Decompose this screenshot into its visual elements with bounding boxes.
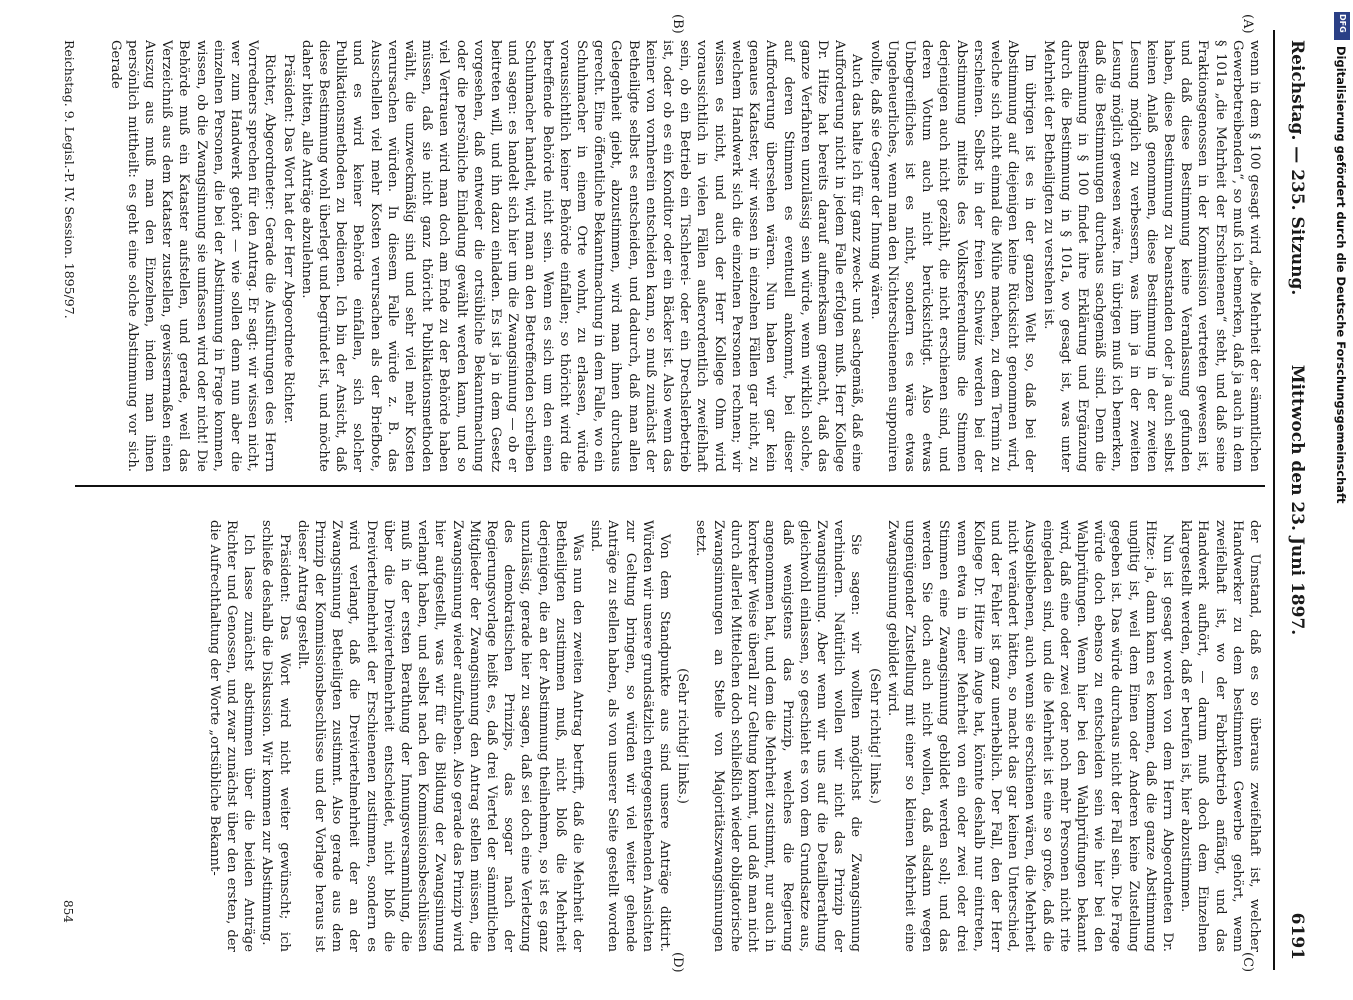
page-number-top: 6191 bbox=[1287, 912, 1307, 960]
interjection: (Sehr richtig! links.) bbox=[675, 668, 691, 804]
running-head-date: Mittwoch den 23. Juni 1897. bbox=[1287, 364, 1307, 636]
dfg-logo: DFG bbox=[1334, 12, 1350, 40]
left-column bbox=[83, 40, 1263, 472]
margin-letter-a: (A) bbox=[1240, 14, 1255, 34]
running-head-left: Reichstag. — 235. Sitzung. bbox=[1287, 40, 1307, 296]
paragraph: Im übrigen ist es in der ganzen Welt so, daß bei der Abstimmung auf diejenigen keine Rücksicht genommen wird, welche sich nicht einmal die Mühe machen, zu dem Termin zu erscheinen. Selbst in der freien Schweiz werden bei der Abstimmung mittels des Volksreferendums die Stimmen derjenigen auch nicht gezählt, die nicht erschienen sind, und deren Votum auch nicht berücksichtigt. Also etwas Unbegreifliches ist es nicht, sondern es wäre etwas Ungeheuerliches, wenn man den Nichterschienenen supponiren wollte, daß sie Gegner der Innung wären. bbox=[867, 40, 1038, 472]
digitization-credit bbox=[1331, 6, 1353, 1000]
paragraph: wenn in dem § 100 gesagt wird „die Mehrheit der sämmtlichen Gewerbetreibenden“, so muß ich bemerken, daß ja auch in dem § 101a „die Mehrheit der Erschienenen“ steht, und daß seine Fraktionsgenossen in der Kommission vertreten gewesen ist, und daß diese Bestimmung keine Veranlassung gefunden haben, diese Bestimmung zu beanstanden oder ja auch selbst keinen Anlaß genommen, diese Bestimmung in der zweiten Lesung möglich zu verbessern, was ihm ja in der zweiten Lesung möglich gewesen wäre. Im übrigen muß ich bemerken, daß die Bestimmungen durchaus sachgemäß sind. Denn die Bestimmung in § 100 findet ihre Erklärung und Ergänzung durch die Bestimmung in § 101a, wo gesagt ist, was unter Mehrheit der Betheiligten zu verstehen ist. bbox=[1040, 40, 1262, 472]
margin-letter-d: (D) bbox=[670, 952, 685, 973]
margin-letter-b: (B) bbox=[670, 14, 685, 34]
paragraph: Was nun den zweiten Antrag betrifft, daß die Mehrheit der Betheiligten zustimmen muß, nicht bloß die Mehrheit derjenigen, die an der Abstimmung theilnehmen, so ist es ganz unzulässig, gerade hier zu sagen, daß sei doch eine Verletzung des demokratischen Prinzips, das sogar nach der Regierungsvorlage heißt es, daß drei Viertel der sämmtlichen Mitglieder der Zwangsinnung den Antrag stellen müssen, die Zwangsinnung wieder aufzuheben. Also gerade das Prinzip wird hier aufgestellt, was wir für die Bildung der Zwangsinnung verlangt haben, und selbst nach den Kommissionsbeschlüssen muß in der ersten Berathung der Innungsversammlung, die über die Dreiviertelmehrheit entscheidet, nicht bloß die Dreiviertelmehrheit der Erschienenen zustimmen, sondern es wird verlangt, daß die Dreiviertelmehrheit der an der Zwangsinnung Betheiligten zustimmt. Also gerade aus dem Prinzip der Kommissionsbeschlüsse und der Vorlage heraus ist dieser Antrag gestellt. bbox=[294, 520, 586, 952]
right-column bbox=[83, 520, 1263, 952]
paragraph: Nun ist gesagt worden von dem Herrn Abgeordneten Dr. Hitze: ja, dann kann es kommen, daß die ganze Abstimmung ungiltig ist, weil dem Einen oder Anderen keine Zustellung gegeben ist. Das würde durchaus nicht der Fall sein. Die Frage würde doch ebenso zu entscheiden sein wie hier bei den Wahlprüfungen. Wenn hier bei den Wahlprüfungen bekannt wird, daß eine oder zwei oder noch mehr Personen nicht rite eingeladen sind, und die Mehrheit ist eine so große, daß die Ausgebliebenen, auch wenn sie erschienen wären, die Mehrheit nicht verändert hätten, so macht das gar keinen Unterschied, und der Fehler ist ganz unerheblich. Der Fall, den der Herr Kollege Dr. Hitze im Auge hat, könnte deshalb nur eintreten, wenn etwa in einer Mehrheit von ein oder zwei oder drei Stimmen eine Zwangsinnung gebildet werden soll; und das werden Sie doch auch nicht wollen, daß alsdann wegen ungenügender Zustellung mit einer so kleinen Mehrheit eine Zwangsinnung gebildet wird. bbox=[884, 520, 1175, 952]
paragraph: der Umstand, daß es so überaus zweifelhaft ist, welcher Handwerker zu dem bestimmten Gewerbe gehört, wenn zweifelhaft ist, wo der Fabrikbetrieb anfängt, und das Handwerk aufhört, — darum muß doch dem Einzelnen klargestellt werden, daß er berufen ist, hier abzustimmen. bbox=[1178, 520, 1262, 952]
paragraph: Sie sagen: wir wollten möglichst die Zwangsinnung verhindern. Natürlich wollen wir nicht das Prinzip der Zwangsinnung. Aber wenn wir uns auf die Detailberathung gleichwohl einlassen, so geschieht es von dem Grundsatze aus, daß wenigstens das Prinzip, welches die Regierung angenommen hat, und dem die Mehrheit zustimmt, nur auch in korrekter Weise überall zur Geltung kommt, und daß man nicht durch allerlei Mittelchen doch schließlich wieder obligatorische Zwangsinnungen an Stelle von Majoritätszwangsinnungen setzt. bbox=[693, 520, 864, 952]
header-rule bbox=[1273, 30, 1275, 970]
page-number-bottom: 854 bbox=[61, 900, 75, 923]
paragraph: Präsident: Das Wort hat der Herr Abgeordnete Richter. bbox=[280, 54, 296, 424]
margin-letter-c: (C) bbox=[1240, 952, 1255, 973]
paragraph: Präsident: Das Wort wird nicht weiter gewünscht; ich schließe deshalb die Diskussion. Wir kommen zur Abstimmung. bbox=[259, 520, 292, 952]
paragraph: Ich lasse zunächst abstimmen über die beiden Anträge Richter und Genossen, und zwar zunächst über den ersten, der die Aufrechthaltung der Worte „ortsübliche Bekannt- bbox=[206, 520, 257, 952]
column-divider bbox=[75, 485, 1265, 487]
interjection: (Sehr richtig! links.) bbox=[866, 668, 882, 804]
credit-text: Digitalisierung gefördert durch die Deutsche Forschungsgemeinschaft bbox=[1334, 46, 1348, 504]
paragraph: Auch das halte ich für ganz zweck- und sachgemäß, daß eine Aufforderung nicht in jedem Falle erfolgen muß. Herr Kollege Dr. Hitze hat bereits darauf aufmerksam gemacht, daß das ganze Verfahren unzulässig sein würde, wenn wirklich solche, auf deren Stimmen es eventuell ankommt, bei dieser Aufforderung übersehen wären. Nun haben wir gar kein genaues Kataster, wir wissen in einzelnen Fällen gar nicht, zu welchem Handwerk sich die einzelnen Personen rechnen; wir wissen es nicht, und auch der Herr Kollege Ohm wird voraussichtlich in vielen Fällen außerordentlich zweifelhaft sein, ob ein Betrieb ein Tischlerei- oder ein Drechslerbetrieb ist, oder ob es ein Konditor oder ein Bäcker ist. Also wenn das keiner von vornherein entscheiden kann, so muß zunächst der Betheiligte selbst es entscheiden, und dadurch, daß man allen Gelegenheit giebt, abzustimmen, wird man ihnen durchaus gerecht. Eine öffentliche Bekanntmachung in dem Falle, wo ein Schuhmacher in einem Orte wohnt, zu erlassen, würde voraussichtlich keiner Behörde einfallen; so thöricht wird die betreffende Behörde nicht sein. Wenn es sich um den einen Schuhmacher handelt, wird man an den Betreffenden schreiben und sagen: es handelt sich hier um die Zwangsinnung — ob er beitreten will, und ihn dazu einladen. Es ist ja in dem Gesetz vorgesehen, daß entweder die ortsübliche Bekanntmachung oder die persönliche Einladung gewählt werden kann, und so viel Vertrauen wird man doch am Ende zu der Behörde haben müssen, daß sie nicht ganz thöricht Publikationsmethoden wählt, die unzweckmäßig sind und sehr viel mehr Kosten verursachen würden. In diesem Falle würde z. B. das Ausschellen viel mehr Kosten verursachen als der Briefbote, und es wird keiner Behörde einfallen, sich solcher Publikationsmethoden zu bedienen. Ich bin der Ansicht, daß diese Bestimmung wohl überlegt und begründet ist, und möchte daher bitten, alle Anträge abzulehnen. bbox=[298, 40, 865, 472]
paragraph: Von dem Standpunkte aus sind unsere Anträge diktirt. Würden wir unsere grundsätzlich entgegenstehenden Ansichten zur Geltung bringen, so würden wir viel weiter gehende Anträge zu stellen haben, als von unserer Seite gestellt worden sind. bbox=[588, 520, 673, 952]
session-footer: Reichstag. 9. Legisl.-P. IV. Session. 1895/97. bbox=[62, 40, 77, 319]
paragraph: Richter, Abgeordneter: Gerade die Ausführungen des Herrn Vorredners sprechen für den Antrag. Er sagt: wir wissen nicht, wer zum Handwerk gehört — wie sollen denn nun aber die einzelnen Personen, die bei der Abstimmung in Frage kommen, wissen, ob die Zwangsinnung sie umfassen wird oder nicht! Die Behörde muß ein Kataster aufstellen, und gerade, weil das Verzeichniß aus dem Kataster zustellen, gewissermaßen einen Auszug aus muß man den Einzelnen, indem man ihnen persönlich mittheilt: es geht eine solche Abstimmung vor sich. Gerade bbox=[107, 40, 278, 472]
